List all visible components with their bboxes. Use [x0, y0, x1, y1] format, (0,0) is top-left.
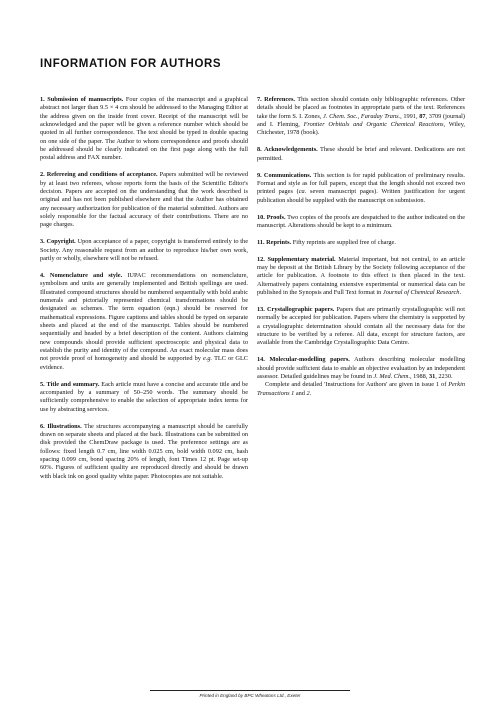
section-submission	[40, 96, 248, 163]
journal-name: J. Med. Chem.	[373, 373, 411, 381]
section-heading: Submission of manuscripts.	[47, 96, 124, 103]
section-heading: Refereeing and conditions of acceptance.	[46, 171, 158, 179]
section-number: 7.	[257, 96, 262, 103]
book-title: Frontier Orbitals and Organic Chemical Reactions	[303, 121, 444, 129]
section-reprints	[257, 239, 465, 247]
section-supplementary	[257, 256, 465, 298]
section-heading: Reprints.	[266, 238, 292, 246]
section-body: IUPAC recommendations on nomenclature, symbolism and units are generally implemented and British spellings are used. Illustrated compound structures should be numbered sequentially with bold arabic numerals and pictorially represented chemical transformations should be designated as schemes. The term equation (eqn.) should be reserved for mathematical expressions. Figure captions and tables should be typed on separate sheets and placed at the end of the manuscript. Tables should be numbered sequentially and headed by a brief description of the content. Authors claiming new compounds should provide sufficient spectroscopic and physical data to establish the purity and identity of the compound. An exact molecular mass does not provide proof of homogeneity and should be supported by	[40, 271, 248, 363]
section-body: Complete and detailed 'Instructions for Authors' are given in issue 1 of	[265, 381, 447, 389]
section-heading: Copyright.	[46, 238, 76, 246]
journal-name: J. Chem. Soc., Faraday Trans.	[323, 112, 401, 120]
section-heading: Acknowledgements.	[264, 146, 318, 154]
section-number: 2.	[40, 171, 45, 179]
section-heading: Communications.	[263, 171, 312, 179]
journal-name: Perkin Transactions 1	[257, 381, 465, 397]
closing-paragraph	[257, 381, 465, 398]
section-body: and	[295, 389, 305, 397]
section-body: Two copies of the proofs are despatched to the author indicated on the manuscript. Alterations should be kept to a minimum.	[257, 213, 466, 229]
section-number: 10.	[257, 213, 265, 221]
volume-number: 31	[428, 373, 436, 381]
section-body: , 1991,	[400, 112, 418, 120]
section-number: 12.	[257, 255, 265, 263]
section-molecular-modelling	[257, 356, 465, 381]
section-title-summary	[40, 381, 248, 414]
abbreviation: ca.	[298, 188, 307, 196]
section-body: .	[459, 289, 462, 297]
abbreviation: e.g.	[203, 355, 213, 363]
section-number: 5.	[40, 380, 45, 388]
section-body: , Wiley, Chichester, 1978 (book).	[257, 121, 466, 137]
section-number: 1.	[40, 96, 45, 103]
section-body: Each article must have a concise and accurate title and be accompanied by a summary of 50–250 words. The summary should be sufficiently comprehensive to enable the selection of appropriate index terms for use by abstracting services.	[40, 380, 249, 413]
section-number: 14.	[257, 356, 265, 364]
section-illustrations	[40, 423, 248, 481]
section-body: , 2230.	[435, 373, 453, 381]
section-number: 8.	[257, 146, 262, 154]
section-body: Fifty reprints are supplied free of charge.	[292, 238, 396, 246]
section-number: 13.	[257, 306, 265, 314]
section-body: seven manuscript pages). Written justification for urgent publication should be supplied with the manuscript on submission.	[257, 188, 466, 204]
section-body: Material important, but not central, to an article may be deposit at the British Library by the Society following acceptance of the article for publication. A footnote to this effect is then placed in the text. Alternatively papers containing extensive experimental or numerical data can be published in the Synopsis and Full Text format in	[257, 255, 465, 297]
volume-number: 87	[419, 112, 426, 120]
section-number: 9.	[257, 171, 262, 179]
section-number: 6.	[40, 422, 45, 430]
section-acknowledgements	[257, 146, 465, 163]
section-heading: References.	[264, 96, 295, 103]
section-heading: Supplementary material.	[267, 255, 336, 263]
journal-name: Journal of Chemical Research	[382, 289, 460, 297]
section-body: This section is for rapid publication of preliminary results. Format and style as for full papers, except that the length should not exceed two printed pages (	[257, 171, 466, 196]
section-refereeing	[40, 171, 248, 229]
section-heading: Crystallographic papers.	[267, 306, 335, 314]
section-body: Upon acceptance of a paper, copyright is transferred entirely to the Society. Any reasonable request from an author to reproduce his/her own work, partly or wholly, elsewhere will not be refused.	[40, 238, 248, 263]
section-copyright	[40, 238, 248, 263]
section-nomenclature	[40, 272, 248, 372]
section-body: TLC or GLC evidence.	[40, 355, 249, 371]
section-communications	[257, 172, 465, 205]
journal-number: 2	[306, 389, 310, 397]
page-title: INFORMATION FOR AUTHORS	[40, 58, 222, 70]
footer-divider	[150, 690, 350, 691]
section-crystallographic	[257, 306, 465, 348]
section-body: , 1988,	[410, 373, 428, 381]
section-body: Papers submitted will be reviewed by at least two referees, whose reports form the basis of the Scientific Editor's decision. Papers are accepted on the understanding that the work described is original and has not been published elsewhere and that the Author has obtained any necessary authorization for publication of the material submitted. Authors are solely responsible for the factual accuracy of their contributions. There are no page charges.	[40, 171, 248, 229]
section-body: Four copies of the manuscript and a graphical abstract not larger than 9.5 × 4 cm should be addressed to the Managing Editor at the address given on the inside front cover. Receipt of the manuscript will be acknowledged and the paper will be given a reference number which should be quoted in all further correspondence. The text should be typed in double spacing on one side of the paper. The Author to whom correspondence and proofs should be addressed should be clearly indicated on the first page along with the full postal address and FAX number.	[40, 96, 248, 162]
section-body: .	[309, 389, 312, 397]
section-heading: Proofs.	[266, 213, 286, 221]
section-number: 4.	[40, 271, 45, 279]
section-heading: Molecular-modelling papers.	[269, 356, 350, 364]
section-body: This section should contain only bibliographic references. Other details should be placed as footnotes in appropriate parts of the text. References take the form S. I. Zones,	[257, 96, 465, 120]
section-number: 3.	[40, 238, 45, 246]
section-body: Papers that are primarily crystallographic will not normally be accepted for publication. Papers where the chemistry is supported by a crystallographic determination should contain all the necessary data for the structure to be verified by a referee. All data, except for structure factors, are available from the Cambridge Crystallographic Data Centre.	[257, 306, 465, 347]
printer-imprint: Printed in England by BPC Wheatons Ltd., Exeter	[199, 693, 301, 698]
section-body: The structures accompanying a manuscript should be carefully drawn on separate sheets and placed at the back. Illustrations can be submitted on disk provided the ChemDraw package is used. The preference settings are as follows: fixed length 0.7 cm, line width 0.025 cm, bold width 0.092 cm, hash spacing 0.099 cm, bond spacing 20% of length, font Times 12 pt. Page set-up 60%. Figures of sufficient quality are reproduced directly and should be drawn with black ink on good quality white paper. Photocopies are not suitable.	[40, 422, 248, 480]
left-column	[40, 96, 248, 490]
right-column	[257, 96, 465, 407]
section-proofs	[257, 214, 465, 231]
section-body: Authors describing molecular modelling should provide sufficient data to enable an objective evaluation by an independent assessor. Detailed guidelines may be found in	[257, 356, 466, 381]
section-body: , 3709 (journal) and I. Fleming,	[257, 112, 465, 129]
section-number: 11.	[257, 238, 265, 246]
section-heading: Title and summary.	[46, 380, 100, 388]
section-heading: Illustrations.	[47, 422, 82, 430]
section-body: These should be brief and relevant. Dedications are not permitted.	[257, 146, 465, 162]
section-references	[257, 96, 465, 138]
section-heading: Nomenclature and style.	[49, 271, 123, 279]
